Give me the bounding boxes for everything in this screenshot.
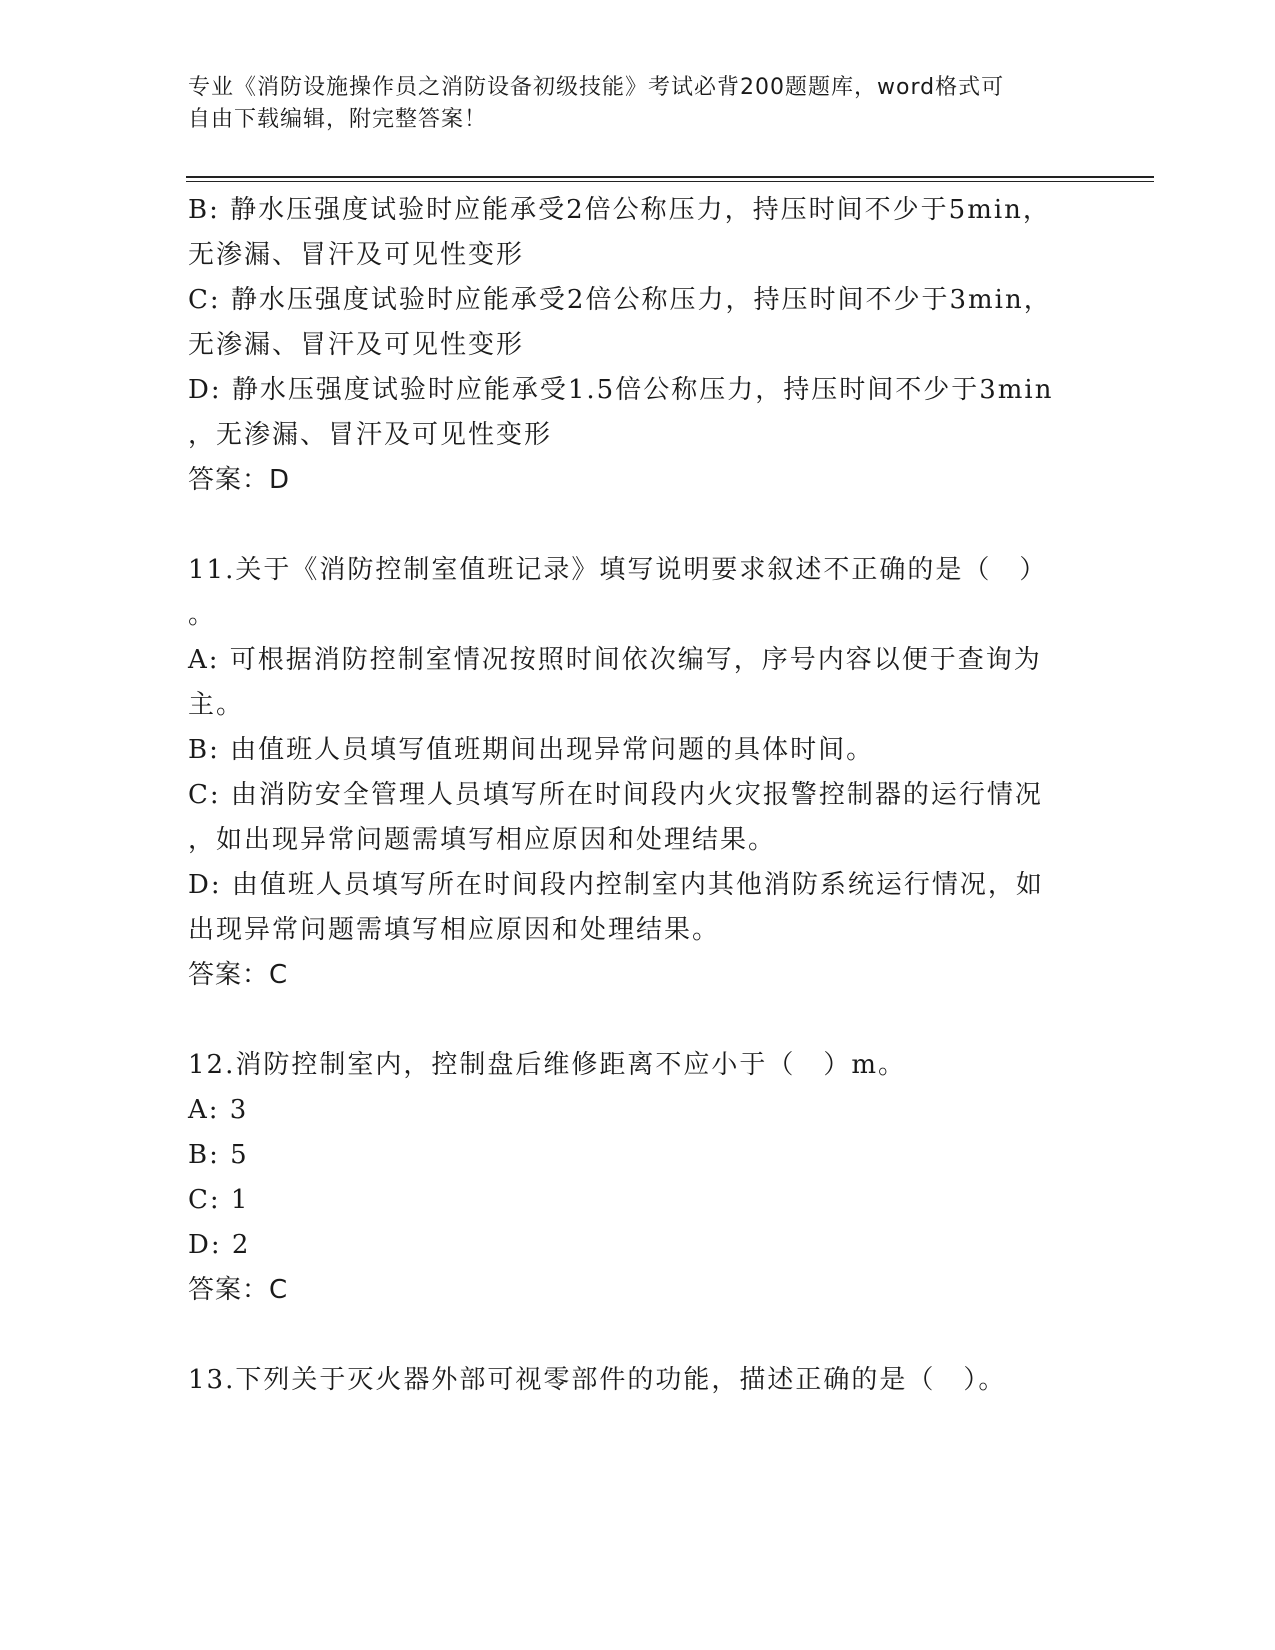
option-a-line-1: A: 可根据消防控制室情况按照时间依次编写，序号内容以便于查询为	[188, 645, 1042, 675]
question-content	[188, 188, 1088, 1403]
answer-11: 答案：C	[188, 960, 289, 990]
option-c: C: 1	[188, 1185, 250, 1215]
question-12-stem: 12.消防控制室内，控制盘后维修距离不应小于（ ）m。	[188, 1050, 907, 1080]
answer-12: 答案：C	[188, 1275, 289, 1305]
option-b: B: 5	[188, 1140, 249, 1170]
question-10-options	[188, 188, 1088, 503]
option-b-line-2: 无渗漏、冒汗及可见性变形	[188, 240, 525, 270]
header-rule-thin	[186, 181, 1154, 182]
question-11	[188, 548, 1088, 998]
option-d-line-1: D: 静水压强度试验时应能承受1.5倍公称压力，持压时间不少于3min	[188, 375, 1054, 405]
option-c-line-1: C: 静水压强度试验时应能承受2倍公称压力，持压时间不少于3min，	[188, 285, 1052, 315]
question-12	[188, 1043, 1088, 1313]
header-rule-thick	[186, 176, 1154, 178]
option-b: B: 由值班人员填写值班期间出现异常问题的具体时间。	[188, 735, 875, 765]
option-a-line-2: 主。	[188, 690, 245, 720]
option-c-line-1: C: 由消防安全管理人员填写所在时间段内火灾报警控制器的运行情况	[188, 780, 1043, 810]
option-c-line-2: 无渗漏、冒汗及可见性变形	[188, 330, 525, 360]
option-a: A: 3	[188, 1095, 249, 1125]
option-d-line-2: 出现异常问题需填写相应原因和处理结果。	[188, 915, 721, 945]
header-line-1: 专业《消防设施操作员之消防设备初级技能》考试必背200题题库，word格式可	[188, 75, 1005, 100]
question-11-stem-line-2: 。	[188, 600, 217, 630]
spacer	[188, 998, 1088, 1043]
spacer	[188, 1313, 1088, 1358]
option-d: D: 2	[188, 1230, 251, 1260]
question-11-stem-line-1: 11.关于《消防控制室值班记录》填写说明要求叙述不正确的是（ ）	[188, 555, 1048, 585]
page-header	[188, 72, 1068, 136]
option-d-line-1: D: 由值班人员填写所在时间段内控制室内其他消防系统运行情况，如	[188, 870, 1044, 900]
question-13	[188, 1358, 1088, 1403]
option-b-line-1: B: 静水压强度试验时应能承受2倍公称压力，持压时间不少于5min，	[188, 195, 1051, 225]
answer-10: 答案：D	[188, 465, 291, 495]
option-c-line-2: ，如出现异常问题需填写相应原因和处理结果。	[188, 825, 777, 855]
question-13-stem: 13.下列关于灭火器外部可视零部件的功能，描述正确的是（ ）。	[188, 1365, 1007, 1395]
spacer	[188, 503, 1088, 548]
option-d-line-2: ，无渗漏、冒汗及可见性变形	[188, 420, 553, 450]
header-line-2: 自由下载编辑，附完整答案！	[188, 107, 488, 132]
